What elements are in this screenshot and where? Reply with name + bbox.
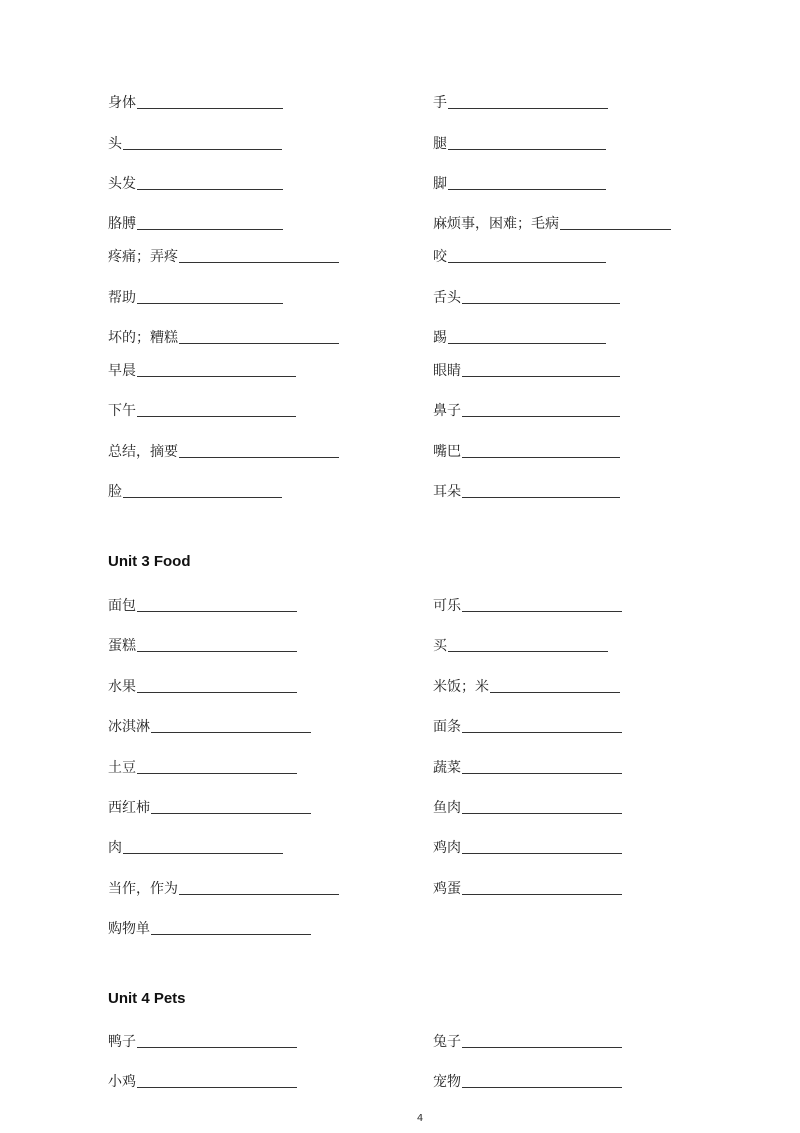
vocab-label: 面条 [433, 719, 461, 735]
vocab-label: 鸭子 [108, 1034, 136, 1050]
vocab-item [108, 595, 297, 615]
vocab-item [433, 173, 606, 193]
vocab-item [108, 481, 282, 501]
vocab-label: 蛋糕 [108, 638, 136, 654]
vocab-item [108, 1071, 297, 1091]
vocab-label: 腿 [433, 136, 447, 152]
vocab-label: 冰淇淋 [108, 719, 150, 735]
vocab-label: 鼻子 [433, 403, 461, 419]
vocab-item [108, 400, 296, 420]
vocab-item [433, 878, 622, 898]
vocab-item [433, 246, 606, 266]
answer-blank[interactable] [179, 457, 339, 458]
answer-blank[interactable] [137, 773, 297, 774]
vocab-item [108, 918, 311, 938]
vocab-item [433, 400, 620, 420]
vocab-item [433, 757, 622, 777]
answer-blank[interactable] [462, 416, 620, 417]
answer-blank[interactable] [462, 773, 622, 774]
answer-blank[interactable] [462, 611, 622, 612]
vocab-label: 可乐 [433, 598, 461, 614]
vocab-label: 胳膊 [108, 216, 136, 232]
answer-blank[interactable] [179, 894, 339, 895]
vocab-label: 买 [433, 638, 447, 654]
vocab-item [108, 837, 283, 857]
vocab-item [108, 133, 282, 153]
answer-blank[interactable] [448, 343, 606, 344]
vocab-item [433, 676, 620, 696]
answer-blank[interactable] [137, 303, 283, 304]
answer-blank[interactable] [448, 189, 606, 190]
answer-blank[interactable] [179, 343, 339, 344]
answer-blank[interactable] [137, 1087, 297, 1088]
vocab-label: 头发 [108, 176, 136, 192]
answer-blank[interactable] [462, 497, 620, 498]
answer-blank[interactable] [137, 416, 296, 417]
vocab-label: 鱼肉 [433, 800, 461, 816]
vocab-label: 小鸡 [108, 1074, 136, 1090]
answer-blank[interactable] [137, 651, 297, 652]
vocab-item [433, 797, 622, 817]
vocab-label: 咬 [433, 249, 447, 265]
vocab-label: 眼睛 [433, 363, 461, 379]
vocab-item [108, 797, 311, 817]
vocab-item [433, 837, 622, 857]
answer-blank[interactable] [151, 813, 311, 814]
vocab-item [108, 173, 283, 193]
vocab-label: 米饭；米 [433, 679, 489, 695]
answer-blank[interactable] [462, 1087, 622, 1088]
answer-blank[interactable] [448, 262, 606, 263]
answer-blank[interactable] [448, 149, 606, 150]
vocab-label: 脚 [433, 176, 447, 192]
vocab-label: 嘴巴 [433, 444, 461, 460]
vocab-label: 鸡肉 [433, 840, 461, 856]
vocab-label: 帮助 [108, 290, 136, 306]
answer-blank[interactable] [462, 853, 622, 854]
vocab-item [108, 92, 283, 112]
vocab-label: 当作，作为 [108, 881, 178, 897]
vocab-item [433, 481, 620, 501]
vocab-label: 总结，摘要 [108, 444, 178, 460]
vocab-item [433, 213, 671, 233]
answer-blank[interactable] [448, 651, 608, 652]
answer-blank[interactable] [462, 813, 622, 814]
answer-blank[interactable] [462, 894, 622, 895]
vocab-item [433, 441, 620, 461]
answer-blank[interactable] [179, 262, 339, 263]
vocab-item [108, 327, 339, 347]
vocab-label: 舌头 [433, 290, 461, 306]
vocab-label: 购物单 [108, 921, 150, 937]
vocab-item [108, 878, 339, 898]
vocab-label: 土豆 [108, 760, 136, 776]
vocab-item [108, 635, 297, 655]
vocab-label: 早晨 [108, 363, 136, 379]
answer-blank[interactable] [151, 732, 311, 733]
vocab-item [108, 287, 283, 307]
section-heading-unit3: Unit 3 Food [108, 553, 191, 570]
vocab-item [108, 246, 339, 266]
vocab-label: 水果 [108, 679, 136, 695]
vocab-item [433, 1031, 622, 1051]
answer-blank[interactable] [137, 376, 296, 377]
vocab-label: 肉 [108, 840, 122, 856]
answer-blank[interactable] [462, 303, 620, 304]
vocab-item [433, 635, 608, 655]
vocab-item [433, 287, 620, 307]
vocab-item [108, 213, 283, 233]
vocab-label: 西红柿 [108, 800, 150, 816]
vocab-item [108, 676, 297, 696]
answer-blank[interactable] [137, 611, 297, 612]
vocab-label: 面包 [108, 598, 136, 614]
vocab-item [108, 716, 311, 736]
answer-blank[interactable] [137, 189, 283, 190]
vocab-label: 宠物 [433, 1074, 461, 1090]
answer-blank[interactable] [123, 497, 282, 498]
answer-blank[interactable] [137, 1047, 297, 1048]
vocab-item [433, 595, 622, 615]
answer-blank[interactable] [151, 934, 311, 935]
vocab-item [433, 327, 606, 347]
vocab-item [108, 1031, 297, 1051]
vocab-label: 下午 [108, 403, 136, 419]
vocab-label: 头 [108, 136, 122, 152]
answer-blank[interactable] [123, 853, 283, 854]
vocab-label: 兔子 [433, 1034, 461, 1050]
vocab-label: 疼痛；弄疼 [108, 249, 178, 265]
vocab-label: 鸡蛋 [433, 881, 461, 897]
vocab-item [433, 1071, 622, 1091]
vocab-item [433, 360, 620, 380]
answer-blank[interactable] [448, 108, 608, 109]
vocab-item [433, 92, 608, 112]
vocab-item [433, 716, 622, 736]
vocab-label: 麻烦事，困难；毛病 [433, 216, 559, 232]
answer-blank[interactable] [137, 229, 283, 230]
vocab-label: 脸 [108, 484, 122, 500]
page-number: 4 [416, 1113, 424, 1124]
answer-blank[interactable] [137, 692, 297, 693]
vocab-label: 耳朵 [433, 484, 461, 500]
answer-blank[interactable] [490, 692, 620, 693]
answer-blank[interactable] [462, 732, 622, 733]
vocab-label: 手 [433, 95, 447, 111]
vocab-label: 身体 [108, 95, 136, 111]
section-heading-unit4: Unit 4 Pets [108, 990, 186, 1007]
answer-blank[interactable] [462, 1047, 622, 1048]
vocab-label: 蔬菜 [433, 760, 461, 776]
vocab-label: 踢 [433, 330, 447, 346]
answer-blank[interactable] [137, 108, 283, 109]
vocab-item [108, 360, 296, 380]
answer-blank[interactable] [560, 229, 671, 230]
answer-blank[interactable] [123, 149, 282, 150]
vocab-item [108, 757, 297, 777]
vocab-item [108, 441, 339, 461]
answer-blank[interactable] [462, 457, 620, 458]
vocab-item [433, 133, 606, 153]
vocab-label: 坏的；糟糕 [108, 330, 178, 346]
answer-blank[interactable] [462, 376, 620, 377]
